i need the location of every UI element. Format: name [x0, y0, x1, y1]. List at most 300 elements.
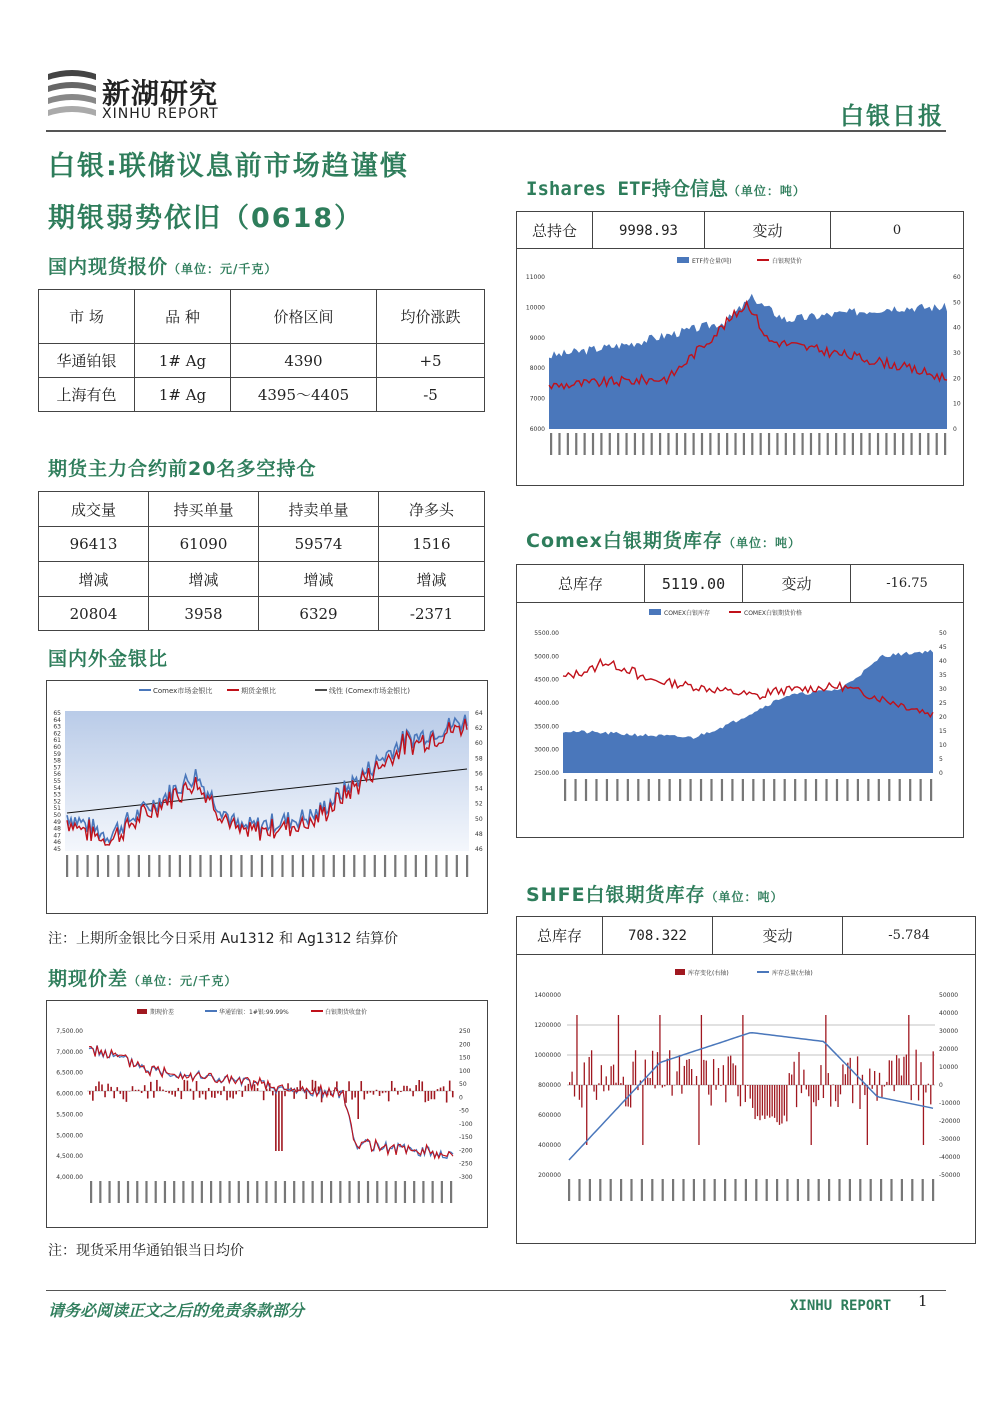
basis-bar: [367, 1091, 369, 1094]
spot-header-cell: 价格区间: [231, 290, 377, 344]
x-tick-label: [155, 1181, 157, 1203]
shfe-bar: [752, 1085, 753, 1108]
x-tick-label: [794, 779, 796, 801]
futures-change-cell: 20804: [39, 597, 149, 631]
x-tick-label: [265, 1181, 267, 1203]
shfe-label-cell: 变动: [713, 917, 843, 955]
x-tick-label: [158, 855, 160, 877]
x-tick-label: [859, 1179, 861, 1201]
basis-bar: [440, 1088, 442, 1091]
shfe-bar: [796, 1085, 797, 1107]
shfe-bar: [591, 1050, 592, 1085]
x-tick-label: [108, 1181, 110, 1203]
x-tick-label: [760, 433, 762, 455]
shfe-bar: [806, 1085, 807, 1090]
y-tick-label: 56: [53, 771, 61, 779]
x-tick-label: [835, 433, 837, 455]
basis-bar: [229, 1091, 231, 1097]
shfe-bar: [574, 1085, 575, 1097]
basis-bar: [388, 1091, 390, 1101]
y-tick-label: -50: [459, 1107, 469, 1115]
y-tick-label: 20000: [939, 1046, 959, 1053]
x-tick-label: [220, 855, 222, 877]
x-tick-label: [658, 779, 660, 801]
xinhu-logo: [44, 68, 264, 128]
basis-bar: [418, 1080, 420, 1091]
x-tick-label: [932, 1179, 934, 1201]
shfe-bar: [901, 1076, 902, 1085]
x-tick-label: [578, 1179, 580, 1201]
shfe-bar: [864, 1085, 865, 1095]
x-tick-label: [312, 1181, 314, 1203]
shfe-bar: [623, 1077, 624, 1085]
shfe-bar: [767, 1085, 768, 1116]
page-number: 1: [918, 1292, 928, 1310]
futures-header-cell: 净多头: [379, 492, 485, 527]
x-tick-label: [867, 779, 869, 801]
basis-bar: [235, 1091, 237, 1094]
x-tick-label: [228, 1181, 230, 1203]
x-tick-label: [584, 433, 586, 455]
shfe-bar: [850, 1058, 851, 1085]
basis-bar: [92, 1091, 94, 1101]
futures-header-cell: 持买单量: [149, 492, 259, 527]
basis-y-left-axis: [56, 1028, 83, 1181]
y-tick-label: 150: [459, 1054, 471, 1062]
x-tick-label: [755, 1179, 757, 1201]
basis-chart: [46, 1000, 488, 1228]
basis-bar: [449, 1081, 451, 1091]
basis-bar: [214, 1091, 216, 1098]
x-tick-label: [766, 1179, 768, 1201]
basis-bar: [293, 1091, 295, 1099]
x-tick-label: [558, 433, 560, 455]
shfe-bar: [718, 1068, 719, 1085]
x-tick-label: [909, 779, 911, 801]
shfe-bar: [811, 1085, 812, 1145]
shfe-bar: [876, 1085, 877, 1101]
footer-brand: XINHU REPORT: [790, 1298, 892, 1314]
basis-bar: [171, 1091, 173, 1095]
x-tick-label: [752, 779, 754, 801]
basis-bar: [159, 1087, 161, 1091]
shfe-change-cell: -5.784: [843, 917, 976, 955]
x-tick-label: [679, 779, 681, 801]
shfe-heading: [526, 880, 784, 907]
shfe-chart-svg: [517, 955, 975, 1243]
x-tick-label: [797, 1179, 799, 1201]
x-tick-label: [182, 1181, 184, 1203]
x-tick-label: [189, 855, 191, 877]
basis-bar: [379, 1091, 381, 1096]
x-tick-label: [199, 855, 201, 877]
shfe-bar: [928, 1084, 929, 1085]
x-tick-label: [210, 855, 212, 877]
basis-bar: [199, 1091, 201, 1098]
shfe-bar: [615, 1083, 616, 1085]
basis-bar: [281, 1091, 283, 1151]
x-tick-label: [600, 433, 602, 455]
shfe-bar: [781, 1085, 782, 1124]
y-tick-label: 50: [939, 630, 947, 637]
x-tick-label: [138, 855, 140, 877]
shfe-bar: [818, 1085, 819, 1100]
shfe-bar: [872, 1085, 873, 1089]
x-tick-label: [726, 433, 728, 455]
x-tick-label: [358, 1181, 360, 1203]
legend-swatch: [675, 969, 685, 975]
x-tick-label: [763, 779, 765, 801]
comex-chart: [516, 602, 964, 838]
x-tick-label: [261, 855, 263, 877]
basis-bar: [202, 1091, 204, 1094]
x-tick-label: [76, 855, 78, 877]
x-tick-label: [768, 433, 770, 455]
basis-bar: [120, 1091, 122, 1094]
comex-table: [516, 564, 964, 603]
y-tick-label: 50: [459, 1081, 467, 1089]
basis-bar: [193, 1091, 195, 1100]
shfe-bar: [610, 1066, 611, 1085]
x-tick-label: [743, 433, 745, 455]
table-row: [39, 527, 485, 562]
x-tick-label: [849, 1179, 851, 1201]
futures-header-cell: 增减: [39, 562, 149, 597]
y-tick-label: 49: [53, 818, 61, 826]
x-tick-label: [810, 433, 812, 455]
comex-unit: （单位：吨）: [722, 536, 801, 550]
y-tick-label: 56: [475, 770, 483, 778]
comex-legend: [649, 609, 802, 617]
futures-header-cell: 增减: [149, 562, 259, 597]
shfe-bar: [659, 1015, 660, 1085]
x-tick-label: [724, 1179, 726, 1201]
basis-bar: [123, 1091, 125, 1099]
futures-cell: 59574: [259, 527, 379, 562]
shfe-y-left-axis: [534, 992, 561, 1179]
shfe-bar: [825, 1015, 826, 1085]
shfe-bar: [642, 1085, 643, 1145]
basis-bar: [434, 1091, 436, 1099]
shfe-bar: [657, 1052, 658, 1085]
spot-change-cell: -5: [377, 378, 485, 412]
comex-heading-text: Comex白银期货库存: [526, 530, 723, 552]
y-tick-label: 20: [939, 714, 947, 721]
basis-bar: [348, 1081, 350, 1091]
y-tick-label: 50: [953, 299, 961, 307]
shfe-bar: [667, 1059, 668, 1085]
etf-unit: （单位：吨）: [727, 184, 806, 198]
x-tick-label: [669, 779, 671, 801]
shfe-bar: [576, 1015, 577, 1085]
x-tick-label: [773, 779, 775, 801]
y-tick-label: 60: [53, 744, 61, 751]
shfe-bar: [691, 1069, 692, 1085]
basis-bar: [400, 1091, 402, 1092]
basis-bar: [147, 1091, 149, 1098]
futures-table: [38, 491, 485, 631]
basis-bar: [217, 1091, 219, 1093]
comex-y-left-axis: [534, 630, 559, 777]
y-tick-label: 30000: [939, 1028, 959, 1035]
y-tick-label: 10: [939, 742, 947, 749]
basis-bar: [452, 1091, 454, 1097]
etf-total-cell: 9998.93: [593, 212, 705, 250]
basis-bar: [156, 1080, 158, 1091]
shfe-bar: [808, 1085, 809, 1096]
y-tick-label: 5,500.00: [56, 1111, 83, 1119]
etf-y-right-axis: [953, 274, 961, 433]
y-tick-label: 59: [53, 750, 61, 758]
x-tick-label: [936, 433, 938, 455]
y-tick-label: 50: [53, 812, 61, 819]
basis-bar: [428, 1091, 430, 1101]
x-tick-label: [585, 779, 587, 801]
shfe-bar: [596, 1085, 597, 1100]
x-tick-label: [703, 1179, 705, 1201]
x-tick-label: [302, 1181, 304, 1203]
x-tick-label: [367, 1181, 369, 1203]
x-tick-label: [776, 433, 778, 455]
y-tick-label: 4500.00: [534, 676, 559, 684]
x-tick-label: [944, 433, 946, 455]
basis-bar: [150, 1082, 152, 1091]
table-row: [39, 378, 485, 412]
y-tick-label: 800000: [538, 1082, 561, 1089]
y-tick-label: 10000: [525, 304, 545, 312]
y-tick-label: 11000: [525, 274, 545, 281]
shfe-bar: [869, 1069, 870, 1085]
futures-heading: 期货主力合约前20名多空持仓: [48, 458, 317, 480]
basis-bar: [406, 1086, 408, 1091]
x-tick-label: [877, 433, 879, 455]
x-tick-label: [634, 433, 636, 455]
shfe-bar: [894, 1085, 895, 1091]
shfe-bar: [879, 1073, 880, 1085]
shfe-bar: [635, 1050, 636, 1085]
x-tick-label: [815, 779, 817, 801]
x-tick-label: [450, 1181, 452, 1203]
shfe-bars: [569, 1015, 934, 1145]
basis-bar: [412, 1091, 414, 1096]
x-tick-label: [415, 855, 417, 877]
basis-spot-line: [89, 1045, 453, 1158]
x-tick-label: [384, 855, 386, 877]
shfe-bar: [684, 1066, 685, 1085]
y-tick-label: 4,000.00: [56, 1174, 83, 1181]
basis-bar: [345, 1091, 347, 1103]
spot-table: [38, 289, 485, 412]
y-tick-label: 15: [939, 728, 947, 735]
y-tick-label: 3000.00: [534, 746, 559, 754]
x-tick-label: [595, 779, 597, 801]
basis-bar: [196, 1081, 198, 1091]
comex-chart-svg: [517, 603, 963, 837]
x-tick-label: [911, 1179, 913, 1201]
x-tick-label: [353, 855, 355, 877]
shfe-total-cell: 708.322: [603, 917, 713, 955]
title-line-2: 期银弱势依旧（0618）: [48, 203, 364, 234]
shfe-bar: [857, 1056, 858, 1085]
x-tick-label: [718, 433, 720, 455]
x-tick-label: [920, 779, 922, 801]
shfe-bar: [886, 1082, 887, 1085]
y-tick-label: 46: [53, 839, 61, 847]
basis-bar: [208, 1088, 210, 1091]
y-tick-label: 50: [475, 815, 483, 823]
x-tick-label: [330, 1181, 332, 1203]
table-row: [39, 597, 485, 631]
futures-header-cell: 持卖单量: [259, 492, 379, 527]
shfe-bar: [613, 1065, 614, 1085]
x-tick-label: [784, 779, 786, 801]
basis-bar: [205, 1091, 207, 1100]
legend-label: 白银现货价: [772, 258, 803, 265]
y-tick-label: 54: [475, 785, 483, 793]
brand-en: XINHU REPORT: [102, 106, 219, 122]
shfe-bar: [798, 1052, 799, 1085]
y-tick-label: 200: [459, 1041, 471, 1049]
x-tick-label: [667, 433, 669, 455]
y-tick-label: 10000: [939, 1064, 959, 1071]
x-tick-label: [617, 433, 619, 455]
x-tick-label: [620, 1179, 622, 1201]
x-tick-label: [575, 433, 577, 455]
spot-unit: （单位：元/千克）: [168, 262, 278, 276]
x-tick-label: [376, 1181, 378, 1203]
basis-bar: [391, 1081, 393, 1091]
shfe-bar: [664, 1085, 665, 1086]
x-tick-label: [734, 1179, 736, 1201]
x-tick-label: [721, 779, 723, 801]
etf-x-axis: [550, 433, 946, 455]
x-tick-label: [930, 779, 932, 801]
shfe-bar: [840, 1085, 841, 1094]
spot-header-cell: 品 种: [135, 290, 231, 344]
x-tick-label: [609, 433, 611, 455]
shfe-bar: [930, 1085, 931, 1104]
basis-bar: [409, 1088, 411, 1091]
basis-bar: [443, 1086, 445, 1091]
shfe-bar: [842, 1064, 843, 1085]
etf-heading-text: Ishares ETF持仓信息: [526, 178, 728, 200]
x-tick-label: [107, 855, 109, 877]
x-tick-label: [927, 433, 929, 455]
x-tick-label: [456, 855, 458, 877]
x-tick-label: [616, 779, 618, 801]
x-tick-label: [676, 433, 678, 455]
table-row: [39, 344, 485, 378]
y-tick-label: 5,000.00: [56, 1132, 83, 1140]
shfe-bar: [730, 1056, 731, 1085]
basis-y-right-axis: [459, 1028, 473, 1181]
basis-bar: [89, 1091, 91, 1095]
x-tick-label: [169, 855, 171, 877]
shfe-bar: [650, 1078, 651, 1085]
shfe-bar: [803, 1070, 804, 1085]
basis-bar: [397, 1091, 399, 1095]
x-tick-label: [574, 779, 576, 801]
x-tick-label: [890, 1179, 892, 1201]
x-tick-label: [145, 1181, 147, 1203]
x-tick-label: [201, 1181, 203, 1203]
x-tick-label: [880, 1179, 882, 1201]
y-tick-label: 6,000.00: [56, 1090, 83, 1098]
basis-bar: [174, 1091, 176, 1097]
futures-change-cell: 6329: [259, 597, 379, 631]
y-tick-label: 0: [939, 1082, 943, 1089]
basis-bar: [223, 1086, 225, 1091]
shfe-bar: [696, 1076, 697, 1085]
y-tick-label: 50000: [939, 992, 959, 999]
etf-heading: [526, 174, 806, 201]
spot-change-cell: +5: [377, 344, 485, 378]
basis-bar: [425, 1091, 427, 1102]
spot-cell: 4395～4405: [231, 378, 377, 412]
basis-bar: [415, 1085, 417, 1091]
basis-bars: [89, 1080, 454, 1151]
shfe-bar: [908, 1015, 909, 1085]
y-tick-label: 20: [953, 375, 961, 383]
shfe-bar: [769, 1085, 770, 1118]
shfe-bar: [923, 1085, 924, 1145]
legend-label: 期现价差: [150, 1009, 175, 1016]
x-tick-label: [710, 779, 712, 801]
shfe-bar: [754, 1085, 755, 1119]
x-tick-label: [592, 433, 594, 455]
x-tick-label: [714, 1179, 716, 1201]
shfe-bar: [698, 1085, 699, 1145]
x-tick-label: [292, 855, 294, 877]
shfe-bar: [735, 1065, 736, 1085]
shfe-legend: [675, 969, 813, 977]
basis-bar: [257, 1088, 259, 1091]
y-tick-label: 0: [459, 1094, 463, 1102]
futures-header-cell: 增减: [379, 562, 485, 597]
shfe-bar: [837, 1085, 838, 1107]
x-tick-label: [435, 855, 437, 877]
table-row: [517, 917, 976, 955]
basis-bar: [95, 1086, 97, 1091]
shfe-bar: [920, 1062, 921, 1085]
y-tick-label: 58: [475, 755, 483, 763]
basis-bar: [351, 1091, 353, 1100]
comex-y-right-axis: [939, 630, 947, 777]
y-tick-label: 45: [939, 644, 947, 651]
x-tick-label: [339, 1181, 341, 1203]
x-tick-label: [567, 433, 569, 455]
x-tick-label: [734, 433, 736, 455]
x-tick-label: [99, 1181, 101, 1203]
basis-x-axis: [90, 1181, 452, 1203]
basis-bar: [232, 1091, 234, 1099]
basis-bar: [245, 1086, 247, 1091]
basis-bar: [220, 1091, 222, 1095]
y-tick-label: 10: [953, 400, 961, 408]
shfe-bar: [874, 1071, 875, 1085]
x-tick-label: [192, 1181, 194, 1203]
shfe-table: [516, 916, 976, 955]
y-tick-label: 5500.00: [534, 630, 559, 637]
y-tick-label: 52: [475, 800, 483, 808]
comex-stock-area: [563, 650, 933, 773]
x-tick-label: [422, 1181, 424, 1203]
shfe-y-right-axis: [939, 992, 960, 1179]
basis-bar: [354, 1091, 356, 1097]
x-tick-label: [466, 855, 468, 877]
shfe-bar: [737, 1085, 738, 1096]
x-tick-label: [919, 433, 921, 455]
